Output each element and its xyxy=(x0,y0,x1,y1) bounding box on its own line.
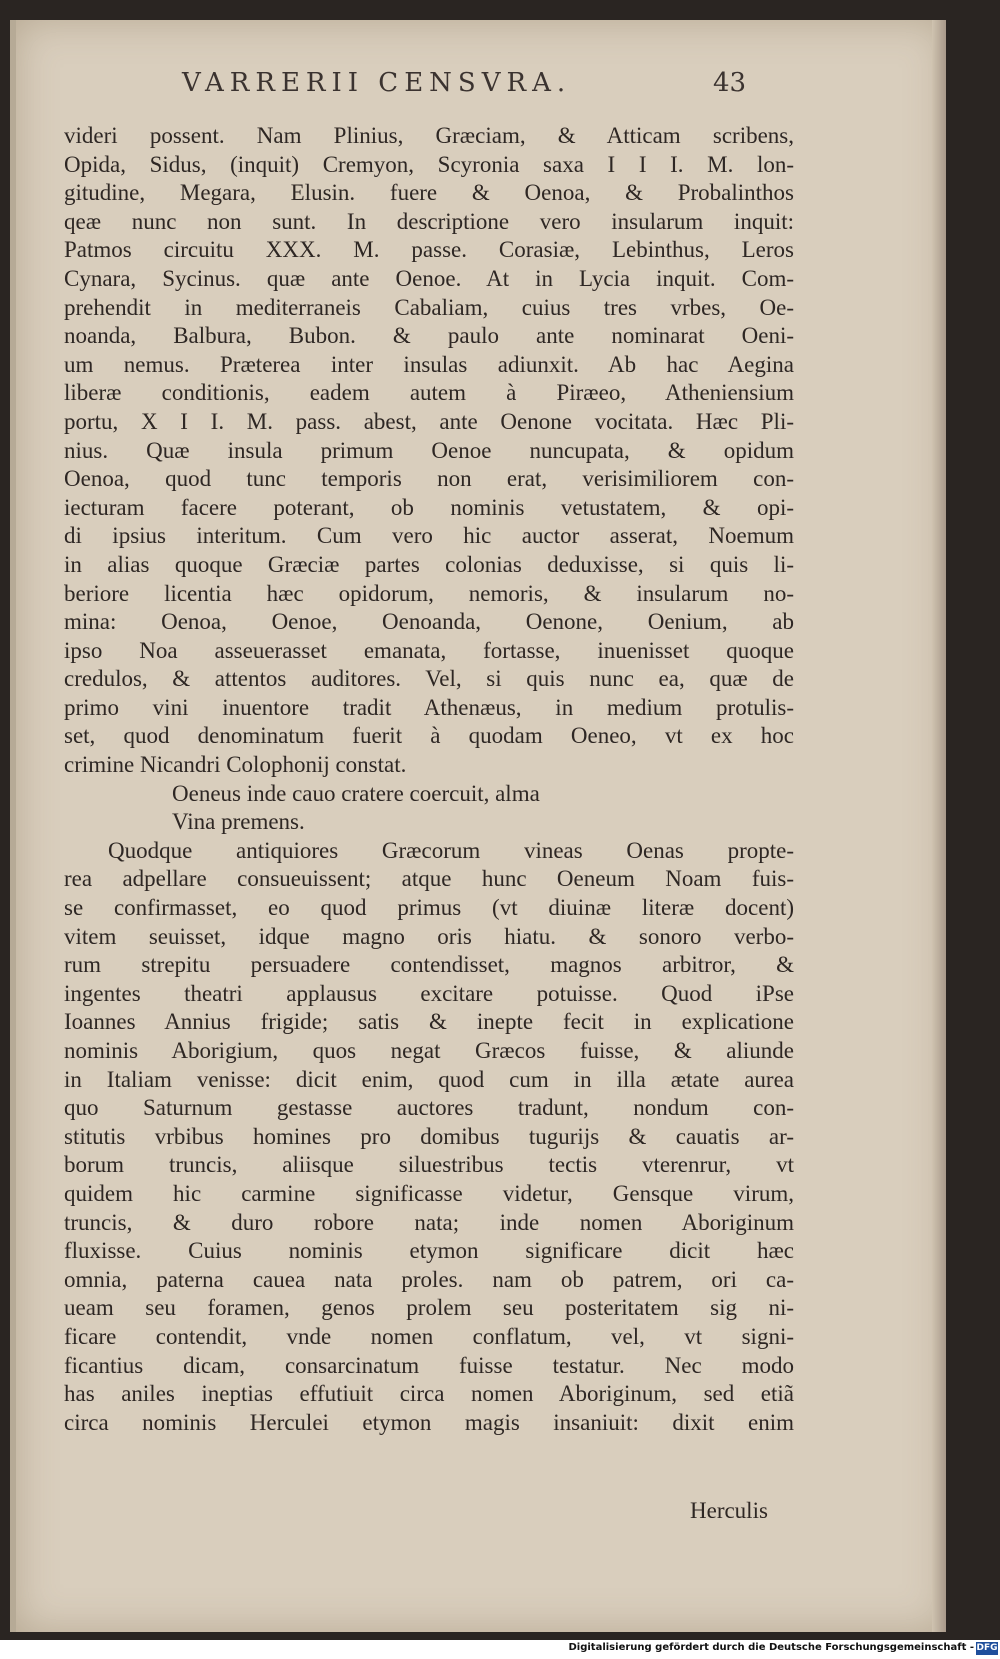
catchword: Herculis xyxy=(690,1498,768,1523)
running-head xyxy=(16,68,946,108)
text-line: beriore licentia hæc opidorum, nemoris, & insularum no- xyxy=(64,580,794,606)
text-line: prehendit in mediterraneis Cabaliam, cuius tres vrbes, Oe- xyxy=(64,294,794,320)
funding-credit: Digitalisierung gefördert durch die Deutsche Forschungsgemeinschaft - xyxy=(568,1642,974,1653)
running-title: VARRERII CENSVRA. xyxy=(182,68,572,98)
text-line: quo Saturnum gestasse auctores tradunt, nondum con- xyxy=(64,1095,794,1121)
page-edge xyxy=(932,20,946,1632)
text-line: mina: Oenoa, Oenoe, Oenoanda, Oenone, Oenium, ab xyxy=(64,609,794,635)
text-line: in Italiam venisse: dicit enim, quod cum in illa ætate aurea xyxy=(64,1066,794,1092)
text-line: fluxisse. Cuius nominis etymon significare dicit hæc xyxy=(64,1238,794,1264)
verse-line: Vina premens. xyxy=(172,809,305,835)
text-line: primo vini inuentore tradit Athenæus, in medium protulis- xyxy=(64,694,794,720)
dfg-logo: DFG xyxy=(976,1643,998,1653)
text-line: vitem seuisset, idque magno oris hiatu. & sonoro verbo- xyxy=(64,923,794,949)
text-line: Opida, Sidus, (inquit) Cremyon, Scyronia saxa I I I. M. lon- xyxy=(64,151,794,177)
text-line: qeæ nunc non sunt. In descriptione vero insularum inquit: xyxy=(64,208,794,234)
text-line: circa nominis Herculei etymon magis insaniuit: dixit enim xyxy=(64,1409,794,1435)
text-line: set, quod denominatum fuerit à quodam Oeneo, vt ex hoc xyxy=(64,723,794,749)
text-line: noanda, Balbura, Bubon. & paulo ante nominarat Oeni- xyxy=(64,323,794,349)
text-line: portu, X I I. M. pass. abest, ante Oenone vocitata. Hæc Pli- xyxy=(64,408,794,434)
text-line: liberæ conditionis, eadem autem à Piræeo, Atheniensium xyxy=(64,380,794,406)
text-line: nius. Quæ insula primum Oenoe nuncupata, & opidum xyxy=(64,437,794,463)
text-line: ficantius dicam, consarcinatum fuisse testatur. Nec modo xyxy=(64,1352,794,1378)
text-line: se confirmasset, eo quod primus (vt diuinæ literæ docent) xyxy=(64,895,794,921)
text-line: Patmos circuitu XXX. M. passe. Corasiæ, Lebinthus, Leros xyxy=(64,237,794,263)
text-line: stitutis vrbibus homines pro domibus tugurijs & cauatis ar- xyxy=(64,1123,794,1149)
footer-bar xyxy=(0,1640,1000,1659)
text-line: omnia, paterna cauea nata proles. nam ob patrem, ori ca- xyxy=(64,1266,794,1292)
book-page xyxy=(10,20,946,1632)
text-line: quidem hic carmine significasse videtur, Gensque virum, xyxy=(64,1180,794,1206)
text-line: ipso Noa asseuerasset emanata, fortasse, inuenisset quoque xyxy=(64,637,794,663)
text-line: um nemus. Præterea inter insulas adiunxit. Ab hac Aegina xyxy=(64,351,794,377)
text-line: iecturam facere poterant, ob nominis vetustatem, & opi- xyxy=(64,494,794,520)
text-line: borum truncis, aliisque siluestribus tectis vterenrur, vt xyxy=(64,1152,794,1178)
text-line: di ipsius interitum. Cum vero hic auctor asserat, Noemum xyxy=(64,523,794,549)
text-line: ficare contendit, vnde nomen conflatum, vel, vt signi- xyxy=(64,1323,794,1349)
text-line: in alias quoque Græciæ partes colonias deduxisse, si quis li- xyxy=(64,551,794,577)
text-line: truncis, & duro robore nata; inde nomen Aboriginum xyxy=(64,1209,794,1235)
text-line: Ioannes Annius frigide; satis & inepte fecit in explicatione xyxy=(64,1009,794,1035)
text-line: rum strepitu persuadere contendisset, magnos arbitror, & xyxy=(64,952,794,978)
verse-line: Oeneus inde cauo cratere coercuit, alma xyxy=(172,780,540,806)
text-line: credulos, & attentos auditores. Vel, si quis nunc ea, quæ de xyxy=(64,666,794,692)
text-line: has aniles ineptias effutiuit circa nomen Aboriginum, sed etiã xyxy=(64,1381,794,1407)
text-line: crimine Nicandri Colophonij constat. xyxy=(64,752,407,778)
page-number: 43 xyxy=(713,68,747,98)
text-line: ueam seu foramen, genos prolem seu posteritatem sig ni- xyxy=(64,1295,794,1321)
text-line: videri possent. Nam Plinius, Græciam, & Atticam scribens, xyxy=(64,123,794,148)
text-line: Quodque antiquiores Græcorum vineas Oenas propte- xyxy=(108,837,794,863)
text-line: Oenoa, quod tunc temporis non erat, verisimiliorem con- xyxy=(64,466,794,492)
text-line: gitudine, Megara, Elusin. fuere & Oenoa, & Probalinthos xyxy=(64,180,794,206)
text-line: ingentes theatri applausus excitare potuisse. Quod iPse xyxy=(64,980,794,1006)
text-line: nominis Aborigium, quos negat Græcos fuisse, & aliunde xyxy=(64,1038,794,1063)
body-text xyxy=(64,122,794,1437)
text-line: rea adpellare consueuissent; atque hunc Oeneum Noam fuis- xyxy=(64,866,794,892)
text-line: Cynara, Sycinus. quæ ante Oenoe. At in Lycia inquit. Com- xyxy=(64,265,794,291)
